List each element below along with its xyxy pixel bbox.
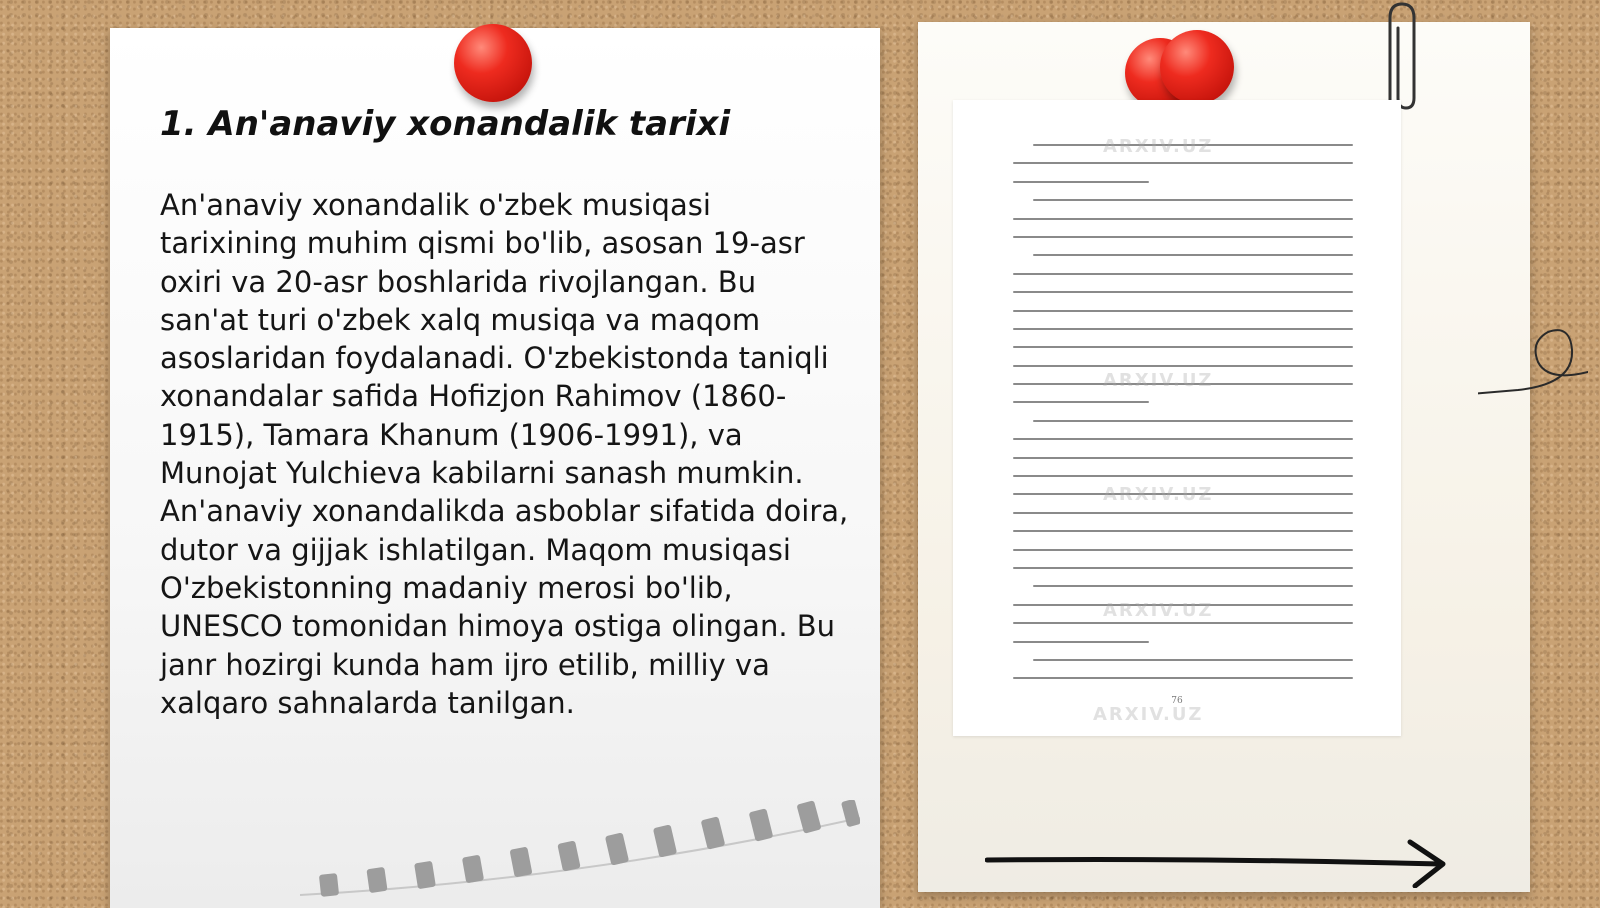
slide-body-text: An'anaviy xonandalik o'zbek musiqasi tarixining muhim qismi bo'lib, asosan 19-asr oxiri va 20-asr boshlarida rivojlangan. Bu san'at turi o'zbek xalq musiqa va maqom asoslaridan foydalanadi. O'zbekistonda taniqli xonandalar safida Hofizjon Rahimov (1860-1915), Tamara Khanum (1906-1991), va Munojat Yulchieva kabilarni sanash mumkin. An'anaviy xonandalikda asboblar sifatida doira, dutor va gijjak ishlatilgan. Maqom musiqasi O'zbekistonning madaniy merosi bo'lib, UNESCO tomonidan himoya ostiga olingan. Bu janr hozirgi kunda ham ijro etilib, milliy va xalqaro sahnalarda tanilgan. <box>160 188 849 720</box>
spiral-binding-decoration <box>300 800 860 900</box>
watermark: ARXIV.UZ <box>1103 370 1214 391</box>
watermark: ARXIV.UZ <box>1103 484 1214 505</box>
push-pin-icon <box>1160 30 1234 104</box>
curly-arrow-icon <box>1478 312 1588 412</box>
slide-title: 1. An'anaviy xonandalik tarixi <box>160 104 731 144</box>
watermark: ARXIV.UZ <box>1093 704 1204 725</box>
arrow-right-icon <box>985 838 1450 888</box>
scanned-document-page <box>953 100 1401 736</box>
watermark: ARXIV.UZ <box>1103 600 1214 621</box>
push-pin-icon <box>454 24 532 102</box>
watermark: ARXIV.UZ <box>1103 136 1214 157</box>
document-page-number: 76 <box>1171 696 1183 706</box>
